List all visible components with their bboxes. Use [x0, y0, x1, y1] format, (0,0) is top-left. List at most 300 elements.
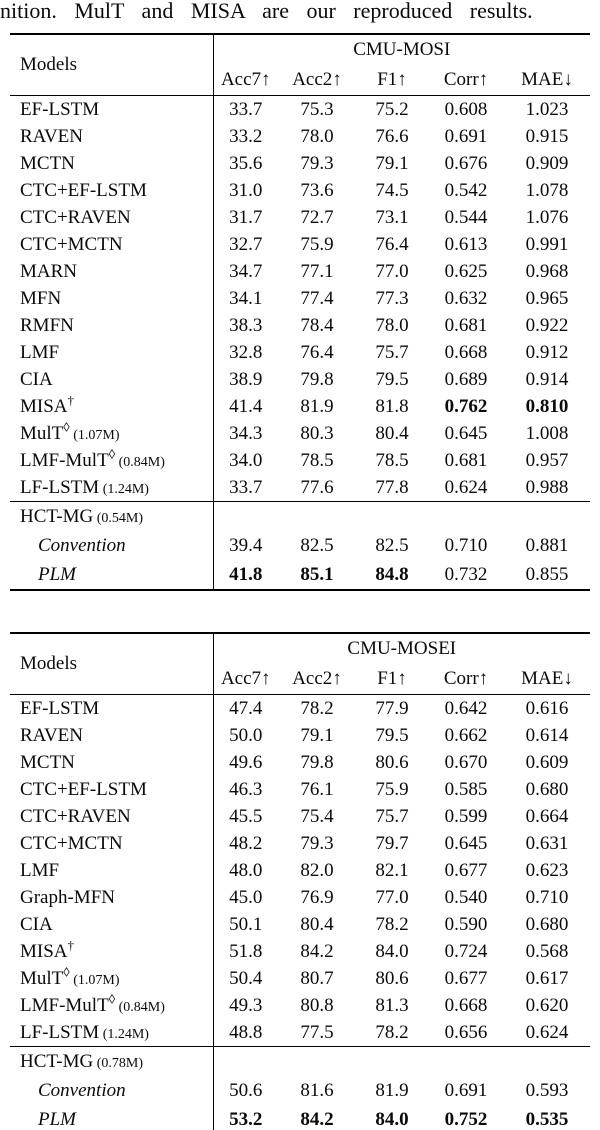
metric-value: 80.4: [375, 422, 409, 444]
metric-value: 0.613: [444, 233, 488, 255]
model-name-cell: [10, 911, 213, 938]
metric-value: 48.0: [213, 857, 278, 884]
model-superscript: †: [67, 938, 75, 953]
metric-value: 79.8: [300, 368, 334, 390]
model-row: [10, 1105, 590, 1130]
metric-value: 47.4: [213, 695, 278, 723]
model-row: [10, 803, 590, 830]
metric-value: 1.076: [525, 206, 569, 228]
model-row: [10, 474, 590, 502]
metric-value: 0.568: [525, 940, 569, 962]
metric-value: [428, 502, 504, 532]
model-label: EF-LSTM: [20, 98, 100, 120]
metric-value: 0.965: [525, 287, 569, 309]
model-row: [10, 366, 590, 393]
metric-value: 75.7: [375, 341, 409, 363]
metric-value: 48.8: [213, 1019, 278, 1047]
model-param-size: (0.54M): [93, 510, 143, 526]
metric-value: 0.645: [444, 422, 488, 444]
model-name-cell: [10, 231, 213, 258]
model-label: LMF-MulT: [20, 449, 109, 471]
metric-value: 0.593: [525, 1079, 569, 1101]
model-row: [10, 285, 590, 312]
metric-value: 0.677: [444, 967, 488, 989]
metric-value: 75.7: [375, 805, 409, 827]
metric-value: 78.2: [375, 1021, 409, 1043]
metric-value: 38.3: [213, 312, 278, 339]
metric-value: 80.8: [300, 994, 334, 1016]
model-row: [10, 938, 590, 965]
model-name-cell: [10, 992, 213, 1019]
metric-value: 0.968: [525, 260, 569, 282]
metric-value: 77.0: [375, 260, 409, 282]
table-body: [10, 96, 590, 591]
model-row: [10, 177, 590, 204]
metric-value: [278, 1047, 356, 1077]
metric-value: 34.0: [213, 447, 278, 474]
model-name-cell: [10, 123, 213, 150]
metric-value: 0.677: [444, 859, 488, 881]
metric-value: 49.6: [213, 749, 278, 776]
model-param-size: (0.78M): [93, 1055, 143, 1071]
model-row: [10, 776, 590, 803]
metric-value: 0.642: [444, 697, 488, 719]
metric-value: 0.991: [525, 233, 569, 255]
metric-value: 0.732: [444, 563, 488, 585]
metric-value: 0.664: [525, 805, 569, 827]
metric-value: 0.624: [444, 476, 488, 498]
metric-value: 0.909: [525, 152, 569, 174]
metric-header: MAE↓: [504, 663, 590, 695]
table-caption-fragment: nition. MulT and MISA are our reproduced results.: [0, 0, 533, 23]
header-row-dataset: [10, 633, 590, 663]
metric-value: 0.668: [444, 341, 488, 363]
metric-value: 78.2: [375, 913, 409, 935]
metric-value: 51.8: [213, 938, 278, 965]
metric-value: 82.5: [300, 534, 334, 556]
metric-value: 0.608: [444, 98, 488, 120]
metric-value: 0.617: [525, 967, 569, 989]
model-label: RAVEN: [20, 125, 83, 147]
metric-value: 0.668: [444, 994, 488, 1016]
metric-value: 76.4: [375, 233, 409, 255]
metric-header: F1↑: [356, 64, 428, 96]
metric-value: 75.9: [300, 233, 334, 255]
model-name-cell: [10, 420, 213, 447]
model-label: LF-LSTM: [20, 476, 100, 498]
model-label: LMF: [20, 859, 60, 881]
metric-value: 84.8: [375, 563, 409, 585]
metric-value: 0.609: [525, 751, 569, 773]
metric-value: 80.4: [300, 913, 334, 935]
model-label: CIA: [20, 368, 53, 390]
metric-value: 34.3: [213, 420, 278, 447]
metric-value: 45.0: [213, 884, 278, 911]
metric-value: 0.810: [525, 395, 569, 417]
metric-value: 0.988: [525, 476, 569, 498]
metric-value: 0.914: [525, 368, 569, 390]
model-name-cell: [10, 938, 213, 965]
model-name-cell: [10, 803, 213, 830]
model-label: CTC+RAVEN: [20, 805, 131, 827]
model-label: PLM: [38, 1108, 76, 1130]
metric-value: 0.616: [525, 697, 569, 719]
table-header: [10, 34, 590, 96]
metric-value: 0.689: [444, 368, 488, 390]
metric-value: 0.922: [525, 314, 569, 336]
metric-value: 81.6: [300, 1079, 334, 1101]
model-name-cell: [10, 531, 213, 560]
model-row: [10, 884, 590, 911]
metric-value: 79.1: [300, 724, 334, 746]
metric-value: 0.710: [525, 886, 569, 908]
metric-value: 79.5: [375, 724, 409, 746]
metric-value: 0.915: [525, 125, 569, 147]
metric-value: 34.1: [213, 285, 278, 312]
results-table: [10, 33, 590, 591]
metric-value: [278, 502, 356, 532]
model-row: [10, 393, 590, 420]
metric-value: 84.0: [375, 940, 409, 962]
metric-value: 79.7: [375, 832, 409, 854]
model-name-cell: [10, 1105, 213, 1130]
metric-value: 80.3: [300, 422, 334, 444]
metric-value: 0.855: [525, 563, 569, 585]
metric-value: 0.680: [525, 778, 569, 800]
metric-value: 80.6: [375, 751, 409, 773]
metric-header: Acc7↑: [213, 64, 278, 96]
model-row: [10, 749, 590, 776]
model-row: [10, 339, 590, 366]
metric-value: 78.5: [375, 449, 409, 471]
model-row: [10, 830, 590, 857]
metric-value: 82.0: [300, 859, 334, 881]
model-label: CTC+EF-LSTM: [20, 778, 147, 800]
metric-value: 0.645: [444, 832, 488, 854]
metric-value: 0.599: [444, 805, 488, 827]
model-param-size: (1.07M): [69, 972, 120, 988]
model-name-cell: [10, 857, 213, 884]
metric-value: 33.7: [213, 474, 278, 502]
metric-value: 35.6: [213, 150, 278, 177]
metric-value: 82.1: [375, 859, 409, 881]
metric-value: 0.620: [525, 994, 569, 1016]
dataset-header: CMU-MOSEI: [213, 633, 590, 663]
metric-value: 84.0: [375, 1108, 409, 1130]
table-header: [10, 633, 590, 695]
metric-value: 79.3: [300, 152, 334, 174]
metric-value: 0.590: [444, 913, 488, 935]
metric-value: 0.542: [444, 179, 488, 201]
metric-value: 45.5: [213, 803, 278, 830]
model-name-cell: [10, 150, 213, 177]
metric-value: 50.0: [213, 722, 278, 749]
model-label: CTC+MCTN: [20, 832, 123, 854]
model-row: [10, 722, 590, 749]
model-row: [10, 231, 590, 258]
metric-value: [213, 502, 278, 532]
metric-value: 41.4: [213, 393, 278, 420]
model-row: [10, 531, 590, 560]
model-name-cell: [10, 1076, 213, 1105]
metric-value: 0.691: [444, 125, 488, 147]
metric-value: 0.632: [444, 287, 488, 309]
metric-value: 0.662: [444, 724, 488, 746]
metric-value: 77.4: [300, 287, 334, 309]
metric-value: 80.7: [300, 967, 334, 989]
model-label: MCTN: [20, 751, 75, 773]
model-row: [10, 204, 590, 231]
metric-value: 76.9: [300, 886, 334, 908]
model-superscript: †: [67, 393, 75, 408]
model-row: [10, 96, 590, 124]
metric-value: 48.2: [213, 830, 278, 857]
metric-value: 77.0: [375, 886, 409, 908]
model-row: [10, 420, 590, 447]
metric-value: 1.078: [525, 179, 569, 201]
model-param-size: (1.24M): [99, 1026, 149, 1042]
metric-value: 81.3: [375, 994, 409, 1016]
metric-value: 50.6: [213, 1076, 278, 1105]
metric-value: 75.3: [300, 98, 334, 120]
model-row: [10, 992, 590, 1019]
model-name-cell: [10, 285, 213, 312]
model-row: [10, 447, 590, 474]
model-label: CIA: [20, 913, 53, 935]
model-row: [10, 150, 590, 177]
model-name-cell: [10, 1019, 213, 1047]
metric-value: 77.8: [375, 476, 409, 498]
model-name-cell: [10, 502, 213, 532]
metric-value: 0.631: [525, 832, 569, 854]
metric-value: 0.625: [444, 260, 488, 282]
metric-value: 49.3: [213, 992, 278, 1019]
model-label: MISA: [20, 940, 68, 962]
metric-value: 75.4: [300, 805, 334, 827]
model-row: [10, 312, 590, 339]
model-name-cell: [10, 339, 213, 366]
metric-value: 74.5: [375, 179, 409, 201]
metric-value: 78.0: [300, 125, 334, 147]
metric-value: [428, 1047, 504, 1077]
metric-value: 0.544: [444, 206, 488, 228]
metric-value: 0.881: [525, 534, 569, 556]
model-name-cell: [10, 366, 213, 393]
metric-value: 0.912: [525, 341, 569, 363]
model-label: LMF: [20, 341, 60, 363]
model-param-size: (0.84M): [115, 999, 165, 1015]
metric-value: 39.4: [213, 531, 278, 560]
metric-value: 0.624: [525, 1021, 569, 1043]
model-label: MISA: [20, 395, 68, 417]
metric-header: Acc2↑: [278, 64, 356, 96]
metric-value: 34.7: [213, 258, 278, 285]
metric-value: [356, 1047, 428, 1077]
metric-value: 73.6: [300, 179, 334, 201]
model-superscript: ◊: [108, 992, 116, 1007]
metric-value: 0.540: [444, 886, 488, 908]
model-name-cell: [10, 749, 213, 776]
model-label: Graph-MFN: [20, 886, 115, 908]
metric-value: 79.8: [300, 751, 334, 773]
metric-value: 78.4: [300, 314, 334, 336]
dataset-header: CMU-MOSI: [213, 34, 590, 64]
model-row: [10, 1019, 590, 1047]
metric-header: Acc7↑: [213, 663, 278, 695]
model-name-cell: [10, 965, 213, 992]
model-name-cell: [10, 560, 213, 590]
metric-value: 0.676: [444, 152, 488, 174]
metric-value: 75.2: [375, 98, 409, 120]
metric-value: 32.7: [213, 231, 278, 258]
metric-value: 31.7: [213, 204, 278, 231]
metric-value: 0.614: [525, 724, 569, 746]
metric-value: 0.710: [444, 534, 488, 556]
metric-value: 73.1: [375, 206, 409, 228]
metric-value: 72.7: [300, 206, 334, 228]
metric-value: 78.5: [300, 449, 334, 471]
metric-value: 32.8: [213, 339, 278, 366]
model-row: [10, 857, 590, 884]
metric-value: 78.2: [300, 697, 334, 719]
metric-value: 78.0: [375, 314, 409, 336]
metric-value: 79.5: [375, 368, 409, 390]
metric-value: 0.752: [444, 1108, 488, 1130]
metric-value: 0.656: [444, 1021, 488, 1043]
model-superscript: ◊: [63, 965, 70, 980]
metric-header: MAE↓: [504, 64, 590, 96]
model-superscript: ◊: [63, 420, 70, 435]
results-table-cmu-mosi: [10, 33, 590, 591]
metric-value: 0.680: [525, 913, 569, 935]
model-row: [10, 258, 590, 285]
metric-value: 82.5: [375, 534, 409, 556]
metric-value: 84.2: [300, 1108, 334, 1130]
metric-header: Acc2↑: [278, 663, 356, 695]
model-label: Convention: [38, 534, 126, 556]
model-name-cell: [10, 776, 213, 803]
metric-value: 85.1: [300, 563, 334, 585]
metric-value: 77.5: [300, 1021, 334, 1043]
metric-value: 77.3: [375, 287, 409, 309]
model-row: [10, 695, 590, 723]
metric-header: Corr↑: [428, 64, 504, 96]
section-header-row: [10, 1047, 590, 1077]
metric-value: 0.681: [444, 449, 488, 471]
metric-value: 50.4: [213, 965, 278, 992]
metric-value: 41.8: [213, 560, 278, 590]
metric-value: 46.3: [213, 776, 278, 803]
metric-value: 81.8: [375, 395, 409, 417]
model-name-cell: [10, 830, 213, 857]
metric-value: 76.4: [300, 341, 334, 363]
model-label: RMFN: [20, 314, 74, 336]
model-name-cell: [10, 177, 213, 204]
header-row-dataset: [10, 34, 590, 64]
metric-value: 0.691: [444, 1079, 488, 1101]
metric-value: 79.1: [375, 152, 409, 174]
model-param-size: (0.84M): [115, 454, 165, 470]
metric-value: 33.2: [213, 123, 278, 150]
model-name-cell: [10, 474, 213, 502]
metric-value: 0.681: [444, 314, 488, 336]
model-label: CTC+RAVEN: [20, 206, 131, 228]
model-label: MulT: [20, 422, 64, 444]
metric-value: 81.9: [300, 395, 334, 417]
model-label: RAVEN: [20, 724, 83, 746]
model-row: [10, 123, 590, 150]
metric-value: 31.0: [213, 177, 278, 204]
metric-value: 53.2: [213, 1105, 278, 1130]
metric-value: 77.6: [300, 476, 334, 498]
metric-header: Corr↑: [428, 663, 504, 695]
metric-value: [504, 502, 590, 532]
models-column-header: Models: [10, 633, 213, 695]
metric-header: F1↑: [356, 663, 428, 695]
model-name-cell: [10, 1047, 213, 1077]
metric-value: 80.6: [375, 967, 409, 989]
model-name-cell: [10, 393, 213, 420]
metric-value: [504, 1047, 590, 1077]
metric-value: 76.1: [300, 778, 334, 800]
model-name-cell: [10, 695, 213, 723]
model-name-cell: [10, 884, 213, 911]
results-table-cmu-mosei: [10, 632, 590, 1130]
model-row: [10, 1076, 590, 1105]
model-superscript: ◊: [108, 447, 116, 462]
metric-value: 0.957: [525, 449, 569, 471]
metric-value: 0.670: [444, 751, 488, 773]
metric-value: 79.3: [300, 832, 334, 854]
metric-value: 77.1: [300, 260, 334, 282]
model-param-size: (1.07M): [69, 427, 120, 443]
model-label: CTC+EF-LSTM: [20, 179, 147, 201]
metric-value: 1.008: [525, 422, 569, 444]
model-label: LF-LSTM: [20, 1021, 100, 1043]
models-column-header: Models: [10, 34, 213, 96]
model-label: EF-LSTM: [20, 697, 100, 719]
metric-value: [356, 502, 428, 532]
model-label: MFN: [20, 287, 62, 309]
model-row: [10, 911, 590, 938]
model-label: LMF-MulT: [20, 994, 109, 1016]
results-table: [10, 632, 590, 1130]
model-name-cell: [10, 258, 213, 285]
metric-value: 0.535: [525, 1108, 569, 1130]
metric-value: 33.7: [213, 96, 278, 124]
model-label: MulT: [20, 967, 64, 989]
metric-value: 1.023: [525, 98, 569, 120]
metric-value: 0.762: [444, 395, 488, 417]
model-label: MARN: [20, 260, 78, 282]
metric-value: 0.623: [525, 859, 569, 881]
metric-value: 0.585: [444, 778, 488, 800]
model-label: HCT-MG: [20, 505, 94, 527]
metric-value: 0.724: [444, 940, 488, 962]
model-label: CTC+MCTN: [20, 233, 123, 255]
metric-value: 38.9: [213, 366, 278, 393]
model-label: Convention: [38, 1079, 126, 1101]
metric-value: 76.6: [375, 125, 409, 147]
model-name-cell: [10, 96, 213, 124]
model-param-size: (1.24M): [99, 481, 149, 497]
table-body: [10, 695, 590, 1130]
model-label: MCTN: [20, 152, 75, 174]
metric-value: 77.9: [375, 697, 409, 719]
metric-value: 81.9: [375, 1079, 409, 1101]
model-name-cell: [10, 722, 213, 749]
metric-value: 75.9: [375, 778, 409, 800]
